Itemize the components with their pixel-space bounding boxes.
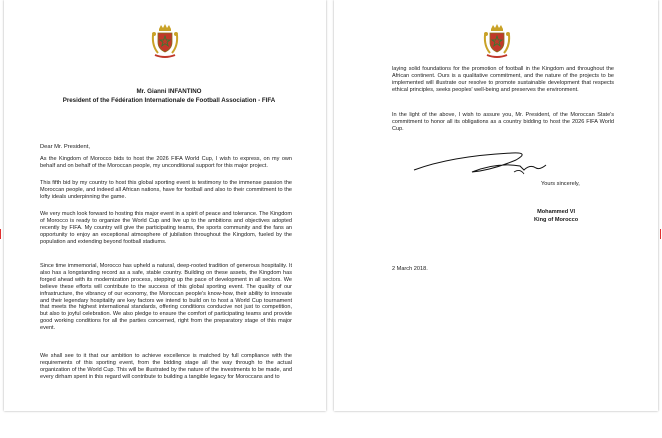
addressee-name: Mr. Gianni INFANTINO (136, 88, 202, 95)
paragraph-3: We very much look forward to hosting this major event in a spirit of peace and tolerance. The Kingdom of Morocco is ready to organize the World Cup and live up to the ambitions and objectives adopted recently by FIFA. My country will give the participating teams, the sports community and the fans an opportunity to enjoy an exceptional atmosphere of jubilation throughout the Kingdom, fueled by the population and extending beyond football stadiums. (40, 211, 292, 245)
paragraph-6: laying solid foundations for the promotion of football in the Kingdom and throughout the African continent. Ours is a qualitative commitment, and the nature of the projects to be implemented will illustrate our resolve to promote sustainable development that respects ethical principles, seeks peoples' well-being and preserves the environment. (392, 66, 614, 93)
closing: Yours sincerely, (541, 181, 580, 187)
paragraph-2: This fifth bid by my country to host this global sporting event is testimony to the immense passion the Moroccan people, and indeed all African nations, have for football and also to their commitment to the lofty ideals underpinning the game. (40, 180, 292, 200)
letter-date: 2 March 2018. (392, 266, 428, 272)
paragraph-5: We shall see to it that our ambition to achieve excellence is matched by full compliance with the requirements of this sporting event, from the bidding stage all the way through to the actual organization of the World Cup. This will be illustrated by the nature of the investments to be made, and every dirham spent in this regard will contribute to building a tangible legacy for Moroccans and to (40, 353, 292, 380)
paragraph-1: As the Kingdom of Morocco bids to host the 2026 FIFA World Cup, I wish to express, on my own behalf and on behalf of the Moroccan people, my unconditional support for this major project. (40, 156, 292, 169)
letter-page-2 (334, 0, 658, 411)
handwritten-signature-icon (412, 148, 552, 176)
letter-page-1 (4, 0, 326, 411)
moroccan-coat-of-arms-icon (482, 22, 512, 60)
addressee-title: President of the Fédération Internationale de Football Association - FIFA (62, 97, 276, 104)
paragraph-4: Since time immemorial, Morocco has upheld a natural, deep-rooted tradition of generous hospitality. It also has a longstanding record as a safe, stable country. Building on these assets, the Kingdom has forged ahead with its modernization process, stepping up the pace of development in all sectors. We believe these efforts will contribute to the success of this global sporting event. The quality of our infrastructure, the vibrancy of our economy, the Moroccan people's know-how, their ability to innovate and their legendary hospitality are key factors we intend to build on to host a World Cup tournament that meets the highest international standards, offering conditions conducive not just to competition, but also to joyful celebration. We also pledge to ensure the comfort of participating teams and provide good working conditions for all the parties concerned, right from the preparatory stage of this major event. (40, 263, 292, 332)
salutation: Dear Mr. President, (40, 144, 90, 150)
signer-name: Mohammed VI (537, 209, 576, 215)
moroccan-coat-of-arms-icon (150, 22, 180, 60)
signer-block (534, 209, 578, 224)
signer-title: King of Morocco (534, 216, 579, 223)
paragraph-7: In the light of the above, I wish to assure you, Mr. President, of the Moroccan State's commitment to honor all its obligations as a country bidding to host the 2026 FIFA World Cup. (392, 112, 614, 132)
